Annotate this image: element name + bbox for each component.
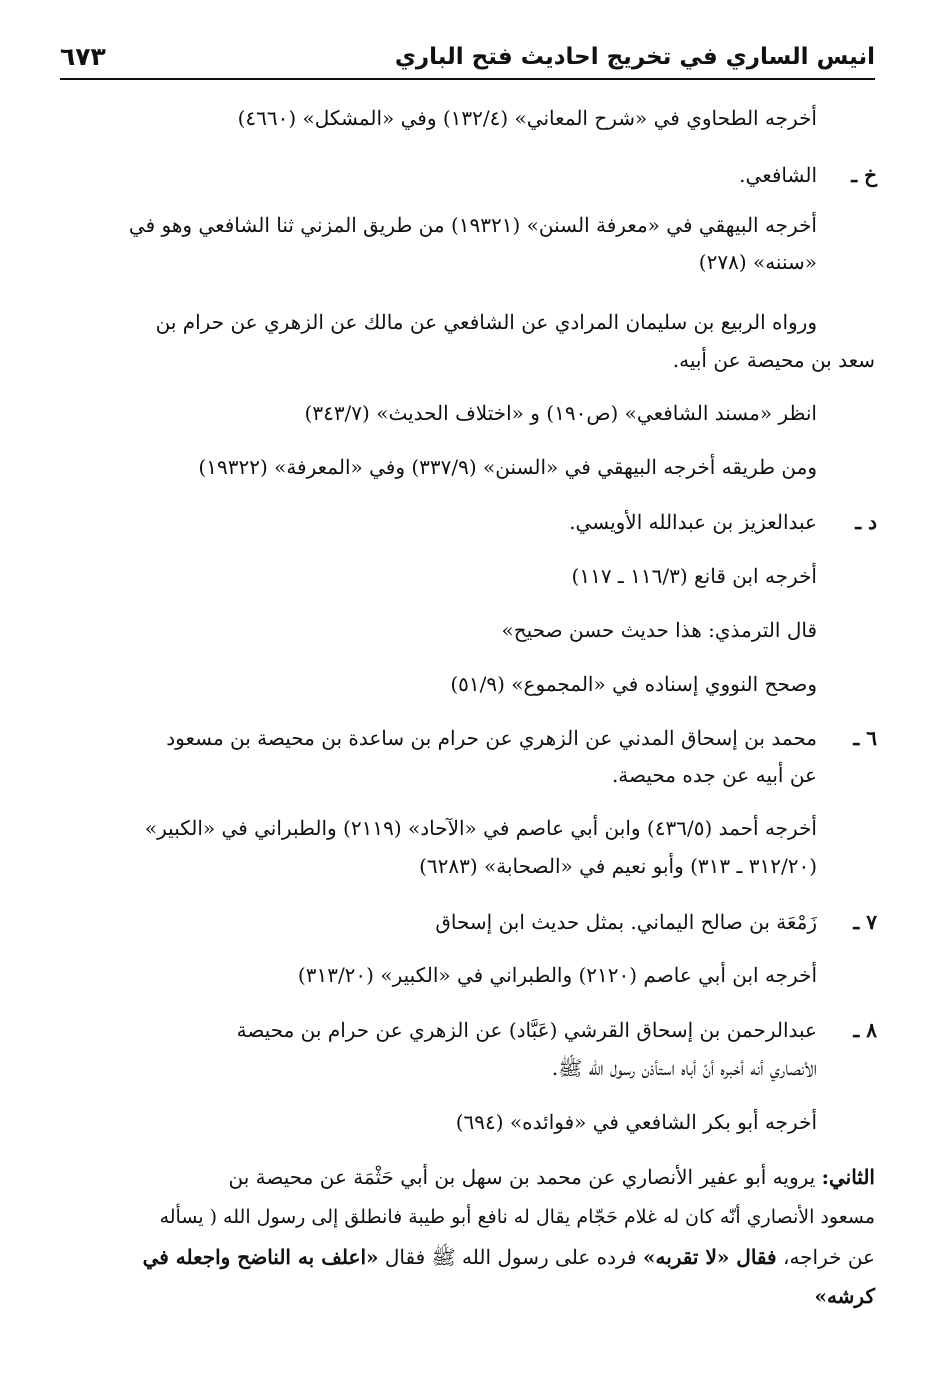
item-marker: د ـ bbox=[855, 510, 877, 534]
text-line bbox=[143, 1237, 875, 1277]
text-segment: يرويه أبو عفير الأنصاري عن محمد بن سهل بن أبي حَثْمَة عن محيصة بن bbox=[228, 1165, 822, 1189]
text-line: زَمْعَة بن صالح اليماني. بمثل حديث ابن إسحاق bbox=[435, 910, 817, 934]
text-line bbox=[228, 1157, 875, 1197]
text-line: وصحح النووي إسناده في «المجموع» (٥١/٩) bbox=[450, 672, 817, 696]
text-line: (٣١٢/٢٠ ـ ٣١٣) وأبو نعيم في «الصحابة» (٦٢٨٣) bbox=[419, 854, 817, 878]
page-number: ٦٧٣ bbox=[60, 42, 106, 71]
text-line: الشافعي. bbox=[739, 163, 817, 187]
text-line: محمد بن إسحاق المدني عن الزهري عن حرام بن ساعدة بن محيصة بن مسعود bbox=[166, 726, 817, 750]
text-line: عن أبيه عن جده محيصة. bbox=[611, 763, 817, 787]
text-line: ومن طريقه أخرجه البيهقي في «السنن» (٣٣٧/٩) وفي «المعرفة» (١٩٣٢٢) bbox=[198, 455, 817, 479]
text-segment: فرده على رسول الله ﷺ فقال bbox=[378, 1245, 643, 1269]
section-label: الثاني: bbox=[821, 1165, 875, 1189]
item-marker: ٦ ـ bbox=[853, 726, 877, 750]
text-line: أخرجه ابن قانع (١١٦/٣ ـ ١١٧) bbox=[571, 564, 817, 588]
text-line: ورواه الربيع بن سليمان المرادي عن الشافعي عن مالك عن الزهري عن حرام بن bbox=[155, 310, 817, 334]
text-line: أخرجه البيهقي في «معرفة السنن» (١٩٣٢١) من طريق المزني ثنا الشافعي وهو في bbox=[128, 213, 817, 237]
text-line: أخرجه أحمد (٤٣٦/٥) وابن أبي عاصم في «الآحاد» (٢١١٩) والطبراني في «الكبير» bbox=[144, 816, 817, 840]
page-header bbox=[60, 38, 875, 80]
text-line: الأنصاري أنه أخبره أنّ أباه استأذن رسول الله ﷺ. bbox=[551, 1056, 817, 1080]
item-marker: ٨ ـ bbox=[853, 1018, 877, 1042]
text-line: أخرجه الطحاوي في «شرح المعاني» (١٣٢/٤) وفي «المشكل» (٤٦٦٠) bbox=[237, 106, 817, 130]
text-line: كرشه» bbox=[814, 1284, 875, 1308]
item-marker: ٧ ـ bbox=[853, 910, 877, 934]
text-line: أخرجه أبو بكر الشافعي في «فوائده» (٦٩٤) bbox=[455, 1110, 817, 1134]
text-line: «سننه» (٢٧٨) bbox=[698, 250, 817, 274]
text-line: سعد بن محيصة عن أبيه. bbox=[672, 348, 875, 372]
running-title: انيس الساري في تخريج احاديث فتح الباري bbox=[394, 44, 875, 70]
text-line: مسعود الأنصاري أنّه كان له غلام حَجّام يقال له نافع أبو طيبة فانطلق إلى رسول الله ( يسأله bbox=[159, 1206, 875, 1228]
text-segment: عن خراجه، bbox=[776, 1245, 875, 1269]
item-marker: خ ـ bbox=[851, 163, 877, 187]
text-line: انظر «مسند الشافعي» (ص١٩٠) و «اختلاف الحديث» (٣٤٣/٧) bbox=[304, 401, 817, 425]
quoted-saying: فقال «لا تقربه» bbox=[642, 1245, 777, 1269]
text-line: عبدالرحمن بن إسحاق القرشي (عَبَّاد) عن الزهري عن حرام بن محيصة bbox=[236, 1018, 817, 1042]
text-line: عبدالعزيز بن عبدالله الأويسي. bbox=[569, 510, 817, 534]
text-line: قال الترمذي: هذا حديث حسن صحيح» bbox=[501, 618, 817, 642]
quoted-saying: «اعلف به الناضح واجعله في bbox=[142, 1245, 379, 1269]
text-line: أخرجه ابن أبي عاصم (٢١٢٠) والطبراني في «الكبير» (٣١٣/٢٠) bbox=[297, 963, 817, 987]
